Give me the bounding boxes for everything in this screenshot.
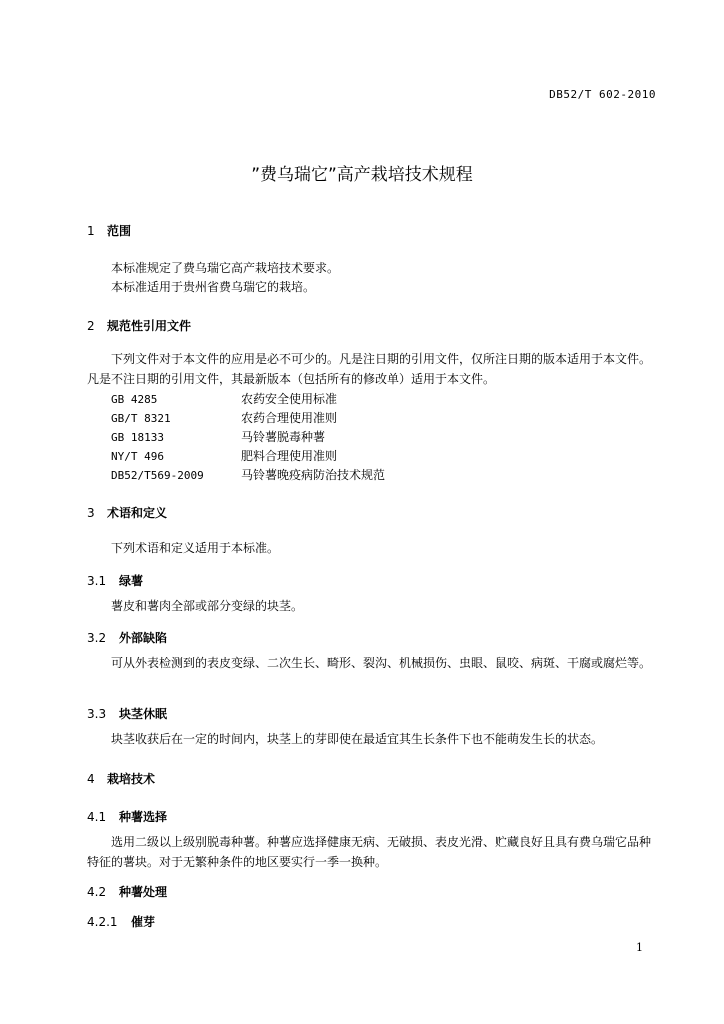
section-heading-4: [87, 770, 155, 787]
page-number: 1: [636, 941, 643, 954]
paragraph: 块茎收获后在一定的时间内，块茎上的芽即使在最适宜其生长条件下也不能萌发生长的状态。: [111, 732, 604, 746]
reference-item: [111, 447, 337, 464]
paragraph: 选用二级以上级别脱毒种薯。种薯应选择健康无病、无破损、表皮光滑、贮藏良好且具有费乌瑞它品种特征的薯块。对于无繁种条件的地区要实行一季一换种。: [87, 835, 652, 869]
reference-code: NY/T 496: [111, 450, 164, 463]
paragraph: 下列文件对于本文件的应用是必不可少的。凡是注日期的引用文件，仅所注日期的版本适用于本文件。凡是不注日期的引用文件，其最新版本（包括所有的修改单）适用于本文件。: [87, 352, 652, 386]
section-title: 催芽: [131, 915, 156, 929]
section-number: 1: [87, 224, 95, 238]
section-title: 栽培技术: [107, 772, 156, 786]
section-number: 4.2: [87, 885, 107, 899]
section-heading-1: [87, 222, 131, 239]
section-heading-2: [87, 317, 191, 334]
reference-item: [111, 466, 385, 483]
section-number: 3.2: [87, 631, 107, 645]
section-number: 3: [87, 506, 95, 520]
reference-name: 肥料合理使用准则: [241, 449, 338, 463]
section-heading-3-2: [87, 629, 167, 646]
section-heading-4-2: [87, 883, 167, 900]
reference-name: 农药安全使用标准: [241, 392, 338, 406]
reference-code: DB52/T569-2009: [111, 469, 204, 482]
section-heading-3-3: [87, 705, 167, 722]
section-heading-3: [87, 504, 167, 521]
paragraph: 可从外表检测到的表皮变绿、二次生长、畸形、裂沟、机械损伤、虫眼、鼠咬、病斑、干腐或腐烂等。: [111, 656, 652, 670]
paragraph: 下列术语和定义适用于本标准。: [111, 541, 280, 555]
reference-code: GB 4285: [111, 393, 158, 406]
reference-name: 马铃薯晚疫病防治技术规范: [241, 468, 386, 482]
reference-code: GB/T 8321: [111, 412, 171, 425]
section-title: 种薯选择: [119, 810, 168, 824]
section-heading-3-1: [87, 572, 143, 589]
section-number: 4.1: [87, 810, 107, 824]
section-title: 规范性引用文件: [107, 319, 192, 333]
section-title: 术语和定义: [107, 506, 168, 520]
section-number: 4: [87, 772, 95, 786]
reference-code: GB 18133: [111, 431, 164, 444]
section-title: 绿薯: [119, 574, 144, 588]
section-title: 外部缺陷: [119, 631, 168, 645]
document-code: DB52/T 602-2010: [549, 88, 656, 101]
reference-item: [111, 409, 337, 426]
section-title: 种薯处理: [119, 885, 168, 899]
reference-name: 农药合理使用准则: [241, 411, 338, 425]
section-heading-4-1: [87, 808, 167, 825]
reference-name: 马铃薯脱毒种薯: [241, 430, 326, 444]
reference-item: [111, 428, 325, 445]
document-title: ”费乌瑞它”高产栽培技术规程: [251, 165, 473, 185]
section-title: 块茎休眠: [119, 707, 168, 721]
section-number: 4.2.1: [87, 915, 118, 929]
section-number: 3.1: [87, 574, 107, 588]
section-number: 3.3: [87, 707, 107, 721]
paragraph-line: 本标准规定了费乌瑞它高产栽培技术要求。: [111, 261, 340, 275]
paragraph: 薯皮和薯肉全部或部分变绿的块茎。: [111, 599, 304, 613]
reference-item: [111, 390, 337, 407]
paragraph-line: 本标准适用于贵州省费乌瑞它的栽培。: [111, 280, 316, 294]
section-number: 2: [87, 319, 95, 333]
section-title: 范围: [107, 224, 132, 238]
section-heading-4-2-1: [87, 913, 155, 930]
